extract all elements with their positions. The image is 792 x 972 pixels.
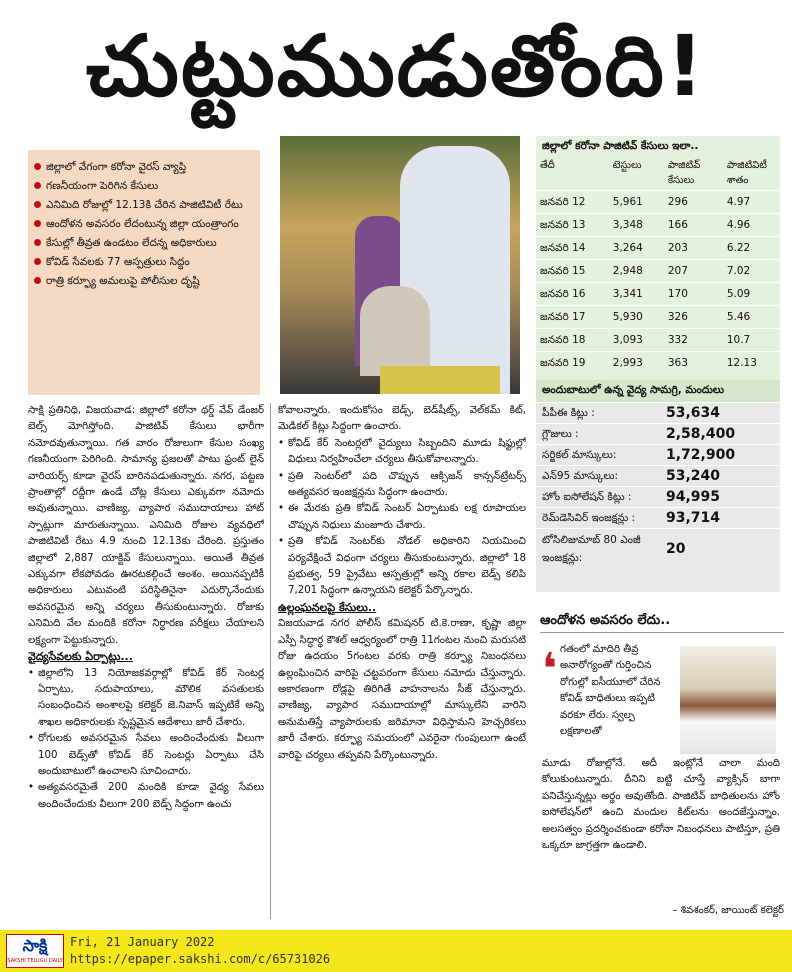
bullet-item: కేసుల్లో తీవ్రత ఉండటం లేదన్న అధికారులు [34, 234, 254, 253]
table-row: జనవరి 12 5,961 296 4.97 [536, 190, 780, 213]
footer-info [70, 934, 330, 968]
photo-patient [360, 286, 430, 376]
table-row: జనవరి 16 3,341 170 5.09 [536, 282, 780, 305]
quote-mark-icon: ❛ [542, 644, 558, 695]
bullet-dot-icon [34, 239, 41, 246]
bullet-dot-icon [34, 258, 41, 265]
table-row: జనవరి 15 2,948 207 7.02 [536, 259, 780, 282]
summary-bullets [28, 150, 260, 395]
supplies-box [536, 380, 780, 592]
quote-signature: – శివశంకర్, జాయింట్ కలెక్టర్ [672, 905, 784, 916]
bullet-item: జిల్లాలో వేగంగా కరోనా వైరస్ వ్యాప్తి [34, 158, 254, 177]
footer-url[interactable]: https://epaper.sakshi.com/c/65731026 [70, 952, 331, 966]
list-item: గ్లౌజులు : 2,58,400 [536, 423, 780, 444]
table-row: జనవరి 18 3,093 332 10.7 [536, 328, 780, 351]
official-photo [680, 646, 776, 754]
section-subheading: వైద్యసేవలకు ఏర్పాట్లు... [28, 650, 133, 664]
bullet-item: ఎనిమిది రోజుల్లో 12.13కి చేరిన పాజిటివిటీ రేటు [34, 196, 254, 215]
bullet-dot-icon [34, 163, 41, 170]
table-row: జనవరి 19 2,993 363 12.13 [536, 351, 780, 374]
list-item: సర్జికల్ మాస్కులు: 1,72,900 [536, 444, 780, 465]
testing-photo [280, 136, 520, 394]
article-paragraph: విజయవాడ నగర పోలీస్ కమిషనర్ టి.కె.రాణా, కృష్ణా జిల్లా ఎస్పీ సిద్ధార్థ కౌశల్ ఆధ్వర్యంలో రాత్రి 11గంటల నుంచి మరుసటి రోజు ఉదయం 5గంటల వరకు రాత్రి కర్ఫ్యూ నిబంధనలు ఉల్లంఘించిన వారిపై చట్టపరంగా కేసులు నమోదు చేస్తున్నారు. అకారణంగా రోడ్లపై తిరిగితే వాహనాలను సీజ్ చేస్తున్నారు. వాణిజ్య, వ్యాపార సముదాయాల్లో మాస్కులేని వారిని అనుమతిస్తే వ్యాపారులకు జరిమానా విధిస్తామని హెచ్చరికలు జారీ చేశారు. కర్ఫ్యూ సమయంలో ఎవరైనా గుంపులుగా ఉంటే వారిపై చర్యలు తప్పవని పేర్కొంటున్నారు. [278, 618, 526, 761]
list-item: పీపీఈ కిట్లు : 53,634 [536, 402, 780, 423]
article-bullet: • ప్రతి సెంటర్‌లో పది చొప్పున ఆక్సిజన్ కాన్సన్‌ట్రేటర్స్ అత్యవసర ఇంజక్షన్లను సిద్ధంగా ఉంచారు. [278, 469, 526, 502]
article-paragraph: సాక్షి ప్రతినిధి, విజయవాడ: జిల్లాలో కరోనా థర్డ్ వేవ్ డేంజర్ బెల్స్ మోగిస్తోంది. పాజిటివ్ కేసులు భారీగా నమోదవుతున్నాయి. గత వారం రోజులుగా కేసుల సంఖ్య గణనీయంగా పెరిగింది. సామాన్య ప్రజలతో పాటు ఫ్రంట్ లైన్ వారియర్స్ కూడా వైరస్ బారినపడుతున్నారు. నగర, పట్టణ ప్రాంతాల్లో రద్దీగా ఉండే చోట్ల కేసులు ఎక్కువగా నమోదు అవుతున్నాయి. వాణిజ్య, వ్యాపార సముదాయాలు హాట్ స్పాట్లుగా మారుతున్నాయి. ఎనిమిది రోజుల వ్యవధిలో పాజిటివిటీ రేటు 4.9 నుంచి 12.13కు చేరింది. ప్రస్తుతం జిల్లాలో 2,887 యాక్టివ్ కేసులున్నాయి. అయితే తీవ్రత ఎక్కువగా లేకపోవడం ఊరటకల్గించే అంశం. అయినప్పటికీ అధికారులు ఎటువంటి పరిస్థితినైనా ఎదుర్కొనేందుకు అవసరమైన అన్ని చర్యలు తీసుకుంటున్నారు. రోజుకు ఎనిమిది వేల మందికి కరోనా నిర్ధారణ పరీక్షలు చేయాలని లక్ష్యంగా పెట్టుకున్నారు. [28, 405, 264, 646]
column-divider [270, 403, 271, 919]
bullet-item: గణనీయంగా పెరిగిన కేసులు [34, 177, 254, 196]
photo-table [380, 366, 500, 394]
article-bullet: • ఈ మేరకు ప్రతి కోవిడ్ సెంటర్ ఏర్పాటుకు లక్ష రూపాయల చొప్పున నిధులు మంజూరు చేశారు. [278, 501, 526, 534]
quote-box [540, 610, 784, 928]
article-bullet: • కోవిడ్ కేర్ సెంటర్లలో వైద్యులు సిబ్బందిని మూడు షిఫ్టుల్లో విధులు నిర్వహించేలా చర్యలు తీసుకోవాలన్నారు. [278, 436, 526, 469]
article-bullet: • అత్యవసరమైతే 200 మందికి కూడా వైద్య సేవలు అందించేందుకు వీలుగా 200 బెడ్స్ సిద్ధంగా ఉంచు [28, 780, 264, 813]
cases-table [536, 136, 780, 380]
bullet-dot-icon [34, 277, 41, 284]
article-column-1 [28, 403, 264, 923]
supplies-title: అందుబాటులో ఉన్న వైద్య సామగ్రి, మందులు [536, 380, 780, 402]
list-item: ఎన్95 మాస్కులు: 53,240 [536, 465, 780, 486]
footer-date: Fri, 21 January 2022 [70, 935, 215, 949]
quote-text: గతంలో మాదిరి తీవ్ర అనారోగ్యంతో గుర్తించిన రోగుల్లో ఐసీయూలో చేరిన కోవిడ్ బాధితులు ఇప్పటి వరకూ లేరు. స్వల్ప లక్షణాలతో [560, 644, 661, 738]
bullet-item: ఆందోళన అవసరం లేదంటున్న జిల్లా యంత్రాంగం [34, 215, 254, 234]
bullet-item: కోవిడ్ సేవలకు 77 ఆస్పత్రులు సిద్ధం [34, 253, 254, 272]
table-row: జనవరి 17 5,930 326 5.46 [536, 305, 780, 328]
article-bullet: • జిల్లాలోని 13 నియోజకవర్గాల్లో కోవిడ్ కేర్ సెంటర్ల ఏర్పాటు, సదుపాయాలు, మౌలిక వసతులకు సంబంధించిన అంశాలపై కలెక్టర్ జె.నివాస్ ఇప్పటికే అన్ని శాఖల అధికారులకు స్పష్టమైన ఆదేశాలు జారీ చేశారు. [28, 666, 264, 732]
article-bullet: • ప్రతి కోవిడ్ సెంటర్‌కు నోడల్ అధికారిని నియమించి పర్యవేక్షించే విధంగా చర్యలు తీసుకుంటున్నారు. జిల్లాలో 18 ప్రభుత్వ, 59 ప్రైవేటు ఆస్పత్రుల్లో అన్ని రకాల బెడ్స్ కలిపి 7,201 సిద్ధంగా ఉన్నాయని కలెక్టర్ పేర్కొన్నారు. [278, 534, 526, 600]
headline: చుట్టుముడుతోంది! [85, 17, 707, 115]
sakshi-logo: సాక్షి SAKSHI TELUGU DAILY [6, 934, 64, 968]
bullet-dot-icon [34, 220, 41, 227]
cases-table-header: తేదీ టెస్టులు పాజిటివ్ కేసులు పాజిటివిటీ శాతం [540, 160, 767, 186]
quote-heading: ఆందోళన అవసరం లేదు.. [540, 610, 784, 633]
article-column-2 [278, 403, 526, 923]
list-item: టోసిలిజుమాబ్ 80 ఎంజీ ఇంజక్షన్లు: 20 [536, 528, 780, 569]
quote-text: మూడు రోజుల్లోనే. అదీ ఇంట్లోనే చాలా మంది కోలుకుంటున్నారు. దీనిని బట్టి చూస్తే వ్యాక్సిన్ బాగా పనిచేస్తున్నట్లు అర్థం అవుతోంది. పాజిటివ్ బాధితులను హోం ఐసోలేషన్‌లో ఉంచి మందుల కిట్‌లను అందజేస్తున్నాం. అలసత్వం ప్రదర్శించకుండా కరోనా నిబంధనలు పాటిస్తూ, ప్రతి ఒక్కరూ జాగ్రత్తగా ఉండాలి. [542, 758, 780, 852]
article-bullet: • రోగులకు అవసరమైన సేవలు అందించేందుకు వీలుగా 100 బెడ్స్‌తో కోవిడ్ కేర్ సెంటర్లు ఏర్పాటు చేసి అందుబాటులో ఉంచాలని సూచించారు. [28, 731, 264, 780]
table-row: జనవరి 14 3,264 203 6.22 [536, 236, 780, 259]
table-row: జనవరి 13 3,348 166 4.96 [536, 213, 780, 236]
article-paragraph: కోవాలన్నారు. ఇందుకోసం బెడ్స్, బెడ్‌షీట్స్, వెల్‌కమ్ కిట్, మెడికల్ కిట్లు సిద్ధంగా ఉంచారు. [278, 405, 526, 433]
list-item: హోం ఐసోలేషన్ కిట్లు : 94,995 [536, 486, 780, 507]
bullet-item: రాత్రి కర్ఫ్యూ అమలుపై పోలీసుల దృష్టి [34, 272, 254, 291]
section-subheading: ఉల్లంఘనలపై కేసులు.. [278, 600, 377, 614]
footer-bar [0, 930, 792, 972]
cases-table-title: జిల్లాలో కరోనా పాజిటివ్ కేసులు ఇలా.. [542, 140, 699, 152]
bullet-dot-icon [34, 182, 41, 189]
list-item: రెమ్‌డెసివిర్ ఇంజక్షన్లు : 93,714 [536, 507, 780, 528]
bullet-dot-icon [34, 201, 41, 208]
